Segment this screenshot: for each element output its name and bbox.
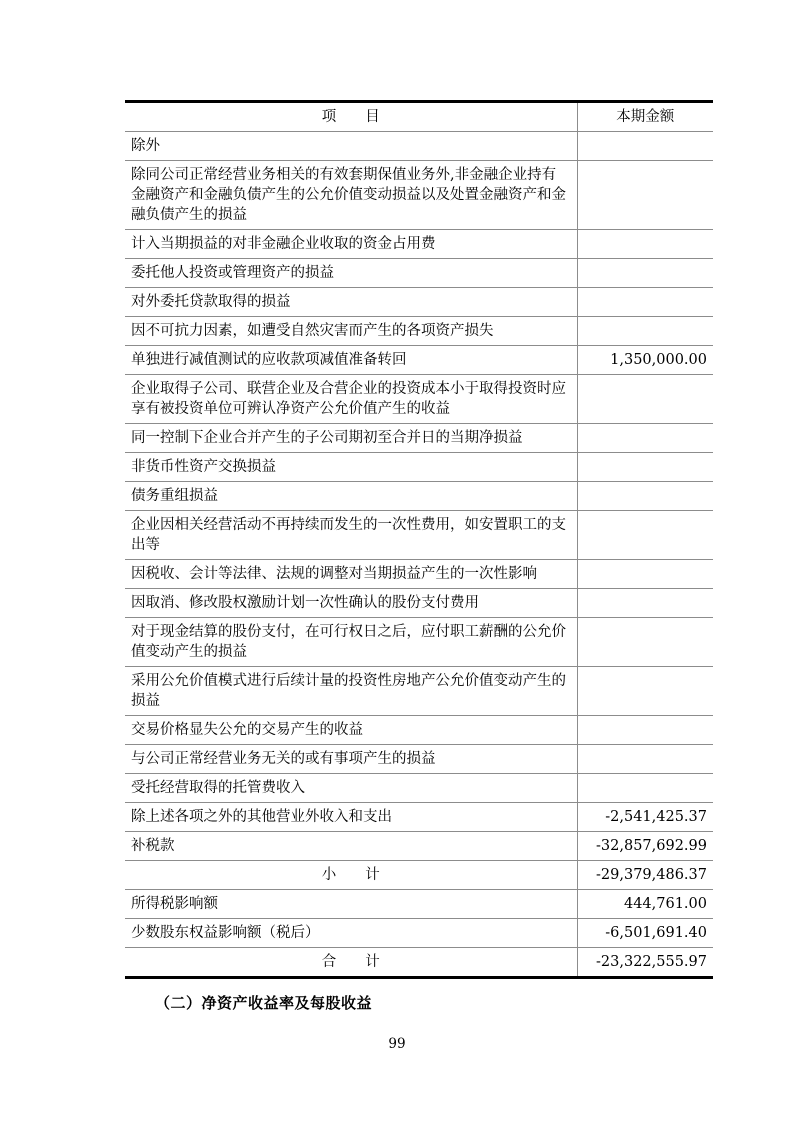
amount-cell bbox=[577, 424, 713, 453]
amount-cell: -32,857,692.99 bbox=[577, 832, 713, 861]
table-row bbox=[125, 774, 713, 803]
item-cell: 因不可抗力因素，如遭受自然灾害而产生的各项资产损失 bbox=[125, 317, 577, 346]
amount-cell: -23,322,555.97 bbox=[577, 948, 713, 978]
table-row bbox=[125, 803, 713, 832]
item-cell: 所得税影响额 bbox=[125, 890, 577, 919]
table-row bbox=[125, 745, 713, 774]
amount-cell bbox=[577, 511, 713, 560]
amount-cell: -29,379,486.37 bbox=[577, 861, 713, 890]
table-row bbox=[125, 667, 713, 716]
item-cell: 补税款 bbox=[125, 832, 577, 861]
table-row bbox=[125, 618, 713, 667]
amount-cell bbox=[577, 288, 713, 317]
table-header-row bbox=[125, 102, 713, 132]
item-cell: 少数股东权益影响额（税后） bbox=[125, 919, 577, 948]
item-cell: 小 计 bbox=[125, 861, 577, 890]
amount-cell bbox=[577, 453, 713, 482]
table-row bbox=[125, 375, 713, 424]
table-row bbox=[125, 132, 713, 161]
amount-cell: -6,501,691.40 bbox=[577, 919, 713, 948]
table-row bbox=[125, 230, 713, 259]
item-cell: 采用公允价值模式进行后续计量的投资性房地产公允价值变动产生的损益 bbox=[125, 667, 577, 716]
table-body bbox=[125, 132, 713, 978]
non-recurring-items-table bbox=[125, 100, 713, 979]
table-row bbox=[125, 716, 713, 745]
table-row bbox=[125, 288, 713, 317]
amount-cell bbox=[577, 774, 713, 803]
amount-column-header: 本期金额 bbox=[577, 102, 713, 132]
item-cell: 除上述各项之外的其他营业外收入和支出 bbox=[125, 803, 577, 832]
item-cell: 单独进行减值测试的应收款项减值准备转回 bbox=[125, 346, 577, 375]
amount-cell bbox=[577, 745, 713, 774]
amount-cell: 1,350,000.00 bbox=[577, 346, 713, 375]
amount-cell bbox=[577, 375, 713, 424]
table-row bbox=[125, 890, 713, 919]
amount-cell bbox=[577, 230, 713, 259]
section-heading: （二）净资产收益率及每股收益 bbox=[155, 994, 373, 1012]
amount-cell bbox=[577, 618, 713, 667]
table-row bbox=[125, 482, 713, 511]
table-row bbox=[125, 453, 713, 482]
item-cell: 除同公司正常经营业务相关的有效套期保值业务外,非金融企业持有金融资产和金融负债产生的公允价值变动损益以及处置金融资产和金融负债产生的损益 bbox=[125, 161, 577, 230]
table-row bbox=[125, 919, 713, 948]
amount-cell bbox=[577, 161, 713, 230]
item-column-header: 项 目 bbox=[125, 102, 577, 132]
item-cell: 受托经营取得的托管费收入 bbox=[125, 774, 577, 803]
amount-cell bbox=[577, 560, 713, 589]
table-row bbox=[125, 346, 713, 375]
item-cell: 委托他人投资或管理资产的损益 bbox=[125, 259, 577, 288]
table-row bbox=[125, 589, 713, 618]
table-row bbox=[125, 317, 713, 346]
amount-cell bbox=[577, 132, 713, 161]
amount-cell bbox=[577, 589, 713, 618]
item-cell: 合 计 bbox=[125, 948, 577, 978]
item-cell: 对于现金结算的股份支付，在可行权日之后，应付职工薪酬的公允价值变动产生的损益 bbox=[125, 618, 577, 667]
item-cell: 债务重组损益 bbox=[125, 482, 577, 511]
amount-cell bbox=[577, 716, 713, 745]
table-row bbox=[125, 948, 713, 978]
item-cell: 除外 bbox=[125, 132, 577, 161]
item-cell: 交易价格显失公允的交易产生的收益 bbox=[125, 716, 577, 745]
item-cell: 企业因相关经营活动不再持续而发生的一次性费用，如安置职工的支出等 bbox=[125, 511, 577, 560]
item-cell: 与公司正常经营业务无关的或有事项产生的损益 bbox=[125, 745, 577, 774]
item-cell: 同一控制下企业合并产生的子公司期初至合并日的当期净损益 bbox=[125, 424, 577, 453]
page-number: 99 bbox=[388, 1036, 406, 1052]
amount-cell: -2,541,425.37 bbox=[577, 803, 713, 832]
table-row bbox=[125, 560, 713, 589]
item-cell: 企业取得子公司、联营企业及合营企业的投资成本小于取得投资时应享有被投资单位可辨认净资产公允价值产生的收益 bbox=[125, 375, 577, 424]
amount-cell bbox=[577, 482, 713, 511]
item-cell: 因取消、修改股权激励计划一次性确认的股份支付费用 bbox=[125, 589, 577, 618]
table-row bbox=[125, 861, 713, 890]
table-row bbox=[125, 511, 713, 560]
item-cell: 计入当期损益的对非金融企业收取的资金占用费 bbox=[125, 230, 577, 259]
table-row bbox=[125, 259, 713, 288]
item-cell: 因税收、会计等法律、法规的调整对当期损益产生的一次性影响 bbox=[125, 560, 577, 589]
amount-cell bbox=[577, 667, 713, 716]
item-cell: 对外委托贷款取得的损益 bbox=[125, 288, 577, 317]
table-row bbox=[125, 161, 713, 230]
table-row bbox=[125, 424, 713, 453]
item-cell: 非货币性资产交换损益 bbox=[125, 453, 577, 482]
amount-cell bbox=[577, 317, 713, 346]
table-row bbox=[125, 832, 713, 861]
amount-cell bbox=[577, 259, 713, 288]
page-content bbox=[125, 100, 713, 1013]
amount-cell: 444,761.00 bbox=[577, 890, 713, 919]
